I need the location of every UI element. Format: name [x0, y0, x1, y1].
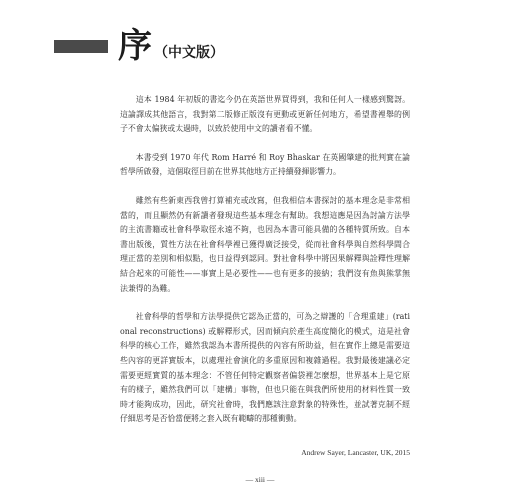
paragraph-3: 雖然有些新東西我曾打算補充或改寫，但我相信本書探討的基本理念是非常相當的，而且顯然仍有新讀者發現這些基本理念有幫助。我想這應是因為討論方法學的主流書籍或社會科學取徑永遠不夠，也因為本書可能具備的各種特質所致。自本書出版後，質性方法在社會科學裡已獲得廣泛接受，從而社會科學與自然科學間合理正當的差別和相似點，也日益得到認同。對社會科學中將因果解釋與詮釋性理解結合起來的可能性——事實上是必要性——也有更多的接納；我們沒有魚與熊掌無法兼得的為難。: [120, 195, 410, 293]
paragraph-4: 社會科學的哲學和方法學提供它認為正當的，可為之辯護的「合理重建」(rational reconstructions) 或解釋形式，因而傾向於產生高度簡化的模式，這是社會科學的核心工作，雖然我認為本書所提供的內容有所助益，但在實作上總是需要這些內容的更詳實版本，以處理社會演化的多重原因和複雜過程。我對最後建議必定需要更經實質的基本理念：不管任何特定觀察者偏袋裡怎麼想，世界基本上是它原有的樣子，雖然我們可以「建構」事物，但也只能在與我們所使用的材料性質一致時才能夠成功，因此，研究社會時，我們應該注意對象的特殊性，並試著克制不經仔細思考是否恰當便將之套入既有範疇的那種衝動。: [120, 312, 410, 424]
paragraph-1: 這本 1984 年初版的書迄今仍在英語世界買得到，我和任何人一樣感到驚訝。這論譯成其他語言，我對第二版修正版沒有更動或更新任何地方，希望書裡舉的例子不會太偏狹或太過時，以致於使用中文的讀者看不懂。: [120, 95, 410, 134]
author-signature: Andrew Sayer, Lancaster, UK, 2015: [301, 448, 410, 457]
header-bar: [54, 40, 108, 53]
page-number: — xiii —: [245, 475, 275, 484]
preface-body: [120, 93, 410, 441]
paragraph-2: 本書受到 1970 年代 Rom Harré 和 Roy Bhaskar 在英國肇建的批判實在論哲學所啟發，這個取徑目前在世界其他地方正持續發揮影響力。: [120, 152, 410, 177]
title-main: 序: [118, 26, 152, 66]
title-subtitle: （中文版）: [154, 45, 224, 61]
page-title: [118, 26, 224, 66]
